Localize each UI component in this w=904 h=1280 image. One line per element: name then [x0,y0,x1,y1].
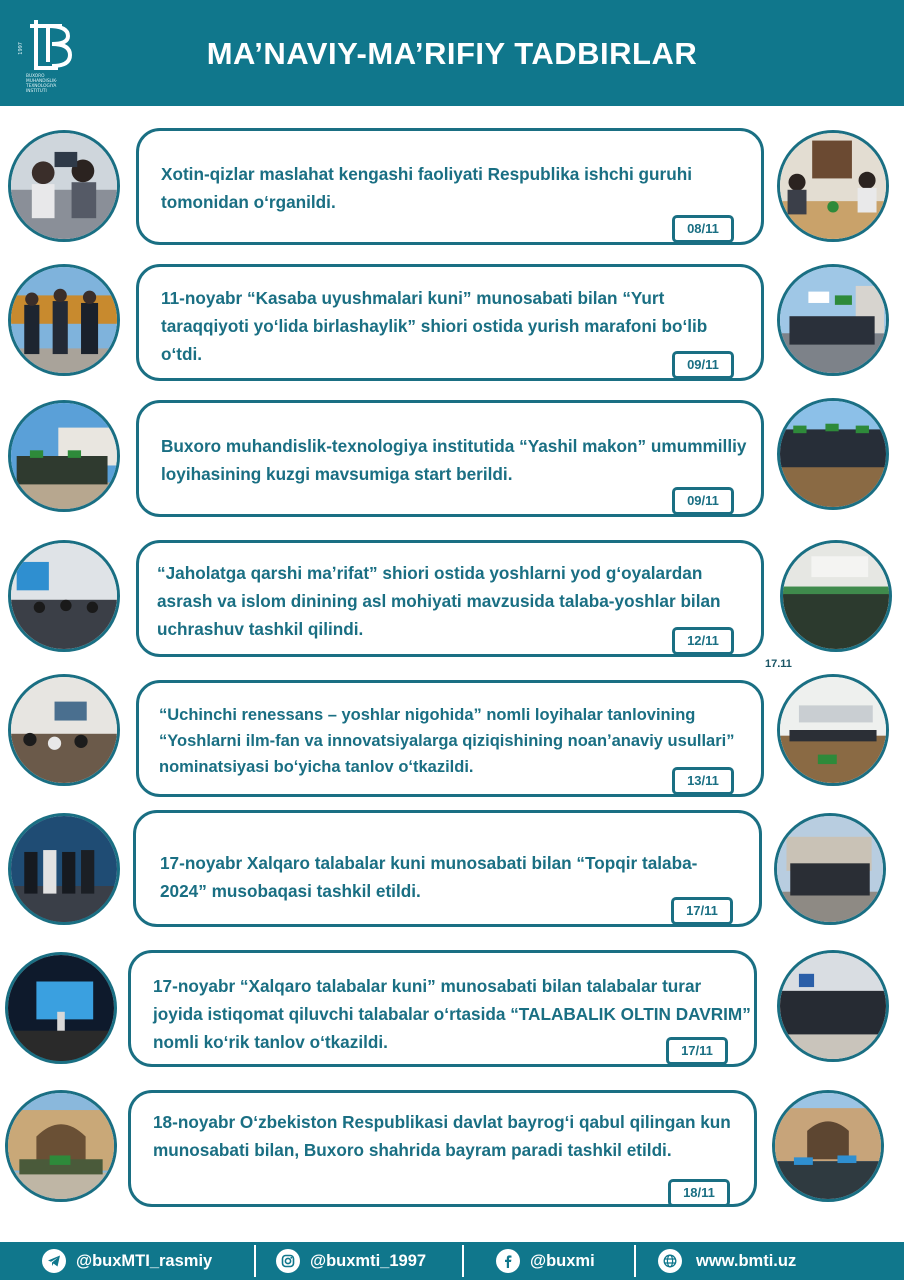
event-8-photo-right [772,1090,884,1202]
event-description: 17-noyabr “Xalqaro talabalar kuni” munosabati bilan talabalar turar joyida istiqomat qiluvchi talabalar oʻrtasida “TALABALIK OLTIN DAVRIM” nomli koʻrik tanlov oʻtkazildi. [153,976,751,1052]
event-description: Buxoro muhandislik-texnologiya institutida “Yashil makon” umummilliy loyihasining kuzgi mavsumiga start berildi. [161,436,747,484]
facebook-icon [496,1249,520,1273]
event-2-photo-right [777,264,889,376]
event-date-badge: 13/11 [672,767,734,795]
event-8-photo-left [5,1090,117,1202]
event-card [136,400,764,517]
event-6-photo-right [774,813,886,925]
event-5-photo-right [777,674,889,786]
event-description: “Jaholatga qarshi maʼrifat” shiori ostida yoshlarni yod gʻoyalardan asrash va islom dinining asl mohiyati mavzusida talaba-yoshlar bilan uchrashuv tashkil qilindi. [157,563,721,639]
event-date-badge: 08/11 [672,215,734,243]
event-description: 17-noyabr Xalqaro talabalar kuni munosabati bilan “Topqir talaba-2024” musobaqasi tashkil etildi. [160,853,698,901]
event-card [136,264,764,381]
event-3-photo-left [8,400,120,512]
event-7-photo-left [5,952,117,1064]
footer-facebook-label: @buxmi [530,1251,595,1270]
footer-divider [254,1245,256,1277]
event-date-badge: 09/11 [672,487,734,515]
logo-subtitle: BUXORO MUHANDISLIK-TEXNOLOGIYA INSTITUTI [26,74,58,94]
footer-instagram-label: @buxmti_1997 [310,1251,427,1270]
footer-instagram[interactable] [276,1242,426,1280]
footer-website[interactable] [658,1242,796,1280]
footer-telegram[interactable] [42,1242,212,1280]
footer-divider [462,1245,464,1277]
event-card [128,950,757,1067]
event-2-photo-left [8,264,120,376]
event-description: 18-noyabr Oʻzbekiston Respublikasi davlat bayrogʻi qabul qilingan kun munosabati bilan, Buxoro shahrida bayram paradi tashkil etildi. [153,1112,731,1160]
event-4-photo-left [8,540,120,652]
event-date-badge: 17/11 [666,1037,728,1065]
event-card [136,540,764,657]
footer [0,1242,904,1280]
stray-date-label: 17.11 [765,658,792,670]
event-description: Xotin-qizlar maslahat kengashi faoliyati Respublika ishchi guruhi tomonidan oʻrganildi. [161,164,693,212]
event-card [136,128,764,245]
logo-year: 1997 [18,42,24,55]
event-date-badge: 12/11 [672,627,734,655]
footer-facebook[interactable] [496,1242,595,1280]
instagram-icon [276,1249,300,1273]
event-4-photo-right [780,540,892,652]
footer-telegram-label: @buxMTI_rasmiy [76,1251,213,1270]
event-1-photo-left [8,130,120,242]
footer-divider [634,1245,636,1277]
footer-website-label: www.bmti.uz [696,1251,797,1270]
event-card [133,810,762,927]
event-description: 11-noyabr “Kasaba uyushmalari kuni” munosabati bilan “Yurt taraqqiyoti yoʻlida birlashaylik” shiori ostida yurish marafoni boʻlib oʻtdi. [161,288,708,364]
event-date-badge: 17/11 [671,897,733,925]
event-description: “Uchinchi renessans – yoshlar nigohida” nomli loyihalar tanlovining “Yoshlarni ilm-fan va innovatsiyalarga qiziqishining noanʼanaviy usullari” nominatsiyasi boʻyicha tanlov oʻtkazildi. [159,706,735,776]
event-6-photo-left [8,813,120,925]
event-card [128,1090,757,1207]
event-card [136,680,764,797]
event-3-photo-right [777,398,889,510]
header [0,0,904,106]
event-7-photo-right [777,950,889,1062]
page-title: MA’NAVIY-MA’RIFIY TADBIRLAR [206,36,698,71]
telegram-icon [42,1249,66,1273]
event-date-badge: 18/11 [668,1179,730,1207]
globe-icon [658,1249,682,1273]
event-5-photo-left [8,674,120,786]
event-1-photo-right [777,130,889,242]
event-date-badge: 09/11 [672,351,734,379]
